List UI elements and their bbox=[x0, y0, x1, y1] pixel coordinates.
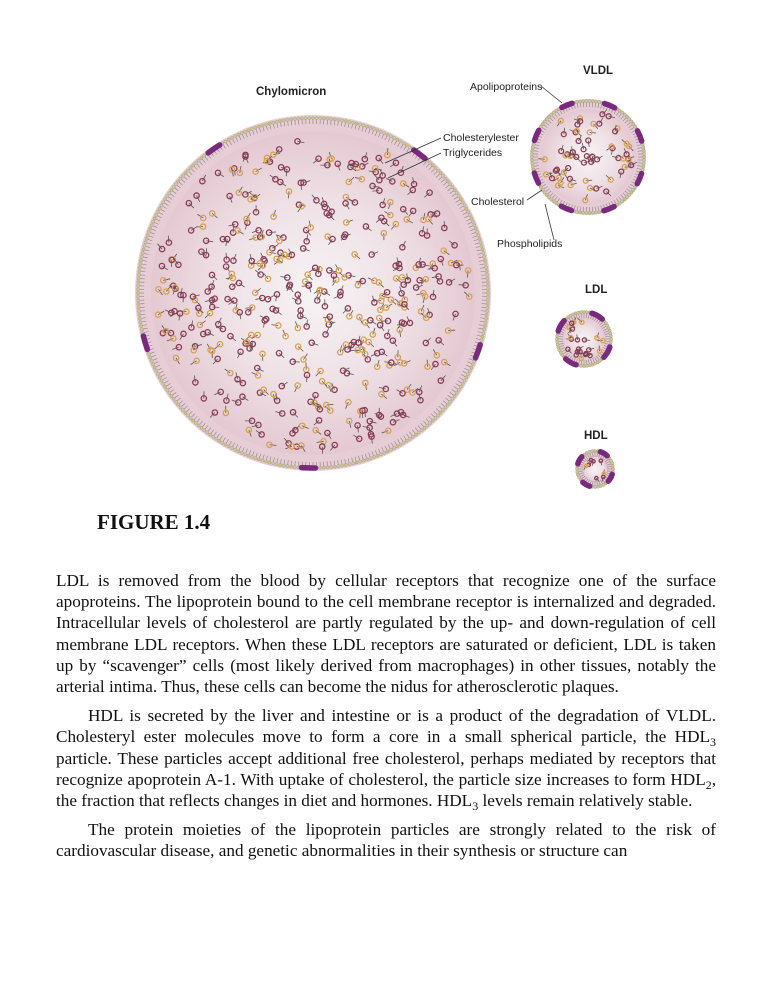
hdl-title: HDL bbox=[584, 430, 608, 442]
label-cholesterylester: Cholesterylester bbox=[443, 132, 519, 144]
label-triglycerides: Triglycerides bbox=[443, 147, 503, 159]
p2-part-b: particle. These particles accept additional free cholesterol, perhaps mediated by receptors that recognize apoprotein A-1. With uptake of cholesterol, the particle size increases to form HDL bbox=[56, 748, 716, 789]
ldl-title: LDL bbox=[585, 284, 608, 296]
p2-sub-3: 3 bbox=[472, 799, 479, 814]
p2-sub-1: 3 bbox=[710, 735, 716, 750]
p2-part-d: levels remain relatively stable. bbox=[478, 791, 693, 811]
body-text bbox=[56, 570, 716, 870]
figure-caption: FIGURE 1.4 bbox=[97, 510, 211, 534]
vldl-particle bbox=[530, 99, 646, 215]
paragraph-3: The protein moieties of the lipoprotein particles are strongly related to the risk of cardiovascular disease, and genetic abnormalities in their synthesis or structure can bbox=[56, 820, 716, 861]
p2-part-c: , the fraction that reflects changes in diet and hormones. HDL bbox=[56, 769, 716, 811]
vldl-title: VLDL bbox=[583, 65, 614, 77]
label-apolipoproteins: Apolipoproteins bbox=[470, 81, 543, 93]
label-phospholipids: Phospholipids bbox=[497, 238, 563, 250]
chylomicron-title: Chylomicron bbox=[256, 86, 327, 98]
p2-part-a: HDL is secreted by the liver and intestine or is a product of the degradation of VLDL. Cholesteryl ester molecules move to form a core in a small spherical particle, the HDL bbox=[56, 706, 716, 747]
ldl-particle bbox=[555, 310, 612, 367]
hdl-particle bbox=[575, 449, 614, 488]
paragraph-1: LDL is removed from the blood by cellular receptors that recognize one of the surface apoproteins. The lipoprotein bound to the cell membrane receptor is internalized and degraded. Intracellular levels of cholesterol are partly regulated by the up- and down-regulation of cell membrane LDL receptors. When these LDL receptors are saturated or deficient, LDL is taken up by “scavenger” cells (most likely derived from macrophages) in other tissues, notably the arterial intima. Thus, these cells can become the nidus for atherosclerotic plaques. bbox=[56, 571, 716, 697]
p2-sub-2: 2 bbox=[705, 777, 712, 792]
paragraph-2 bbox=[56, 705, 716, 814]
chylomicron-particle bbox=[135, 115, 491, 471]
label-cholesterol: Cholesterol bbox=[471, 196, 525, 208]
